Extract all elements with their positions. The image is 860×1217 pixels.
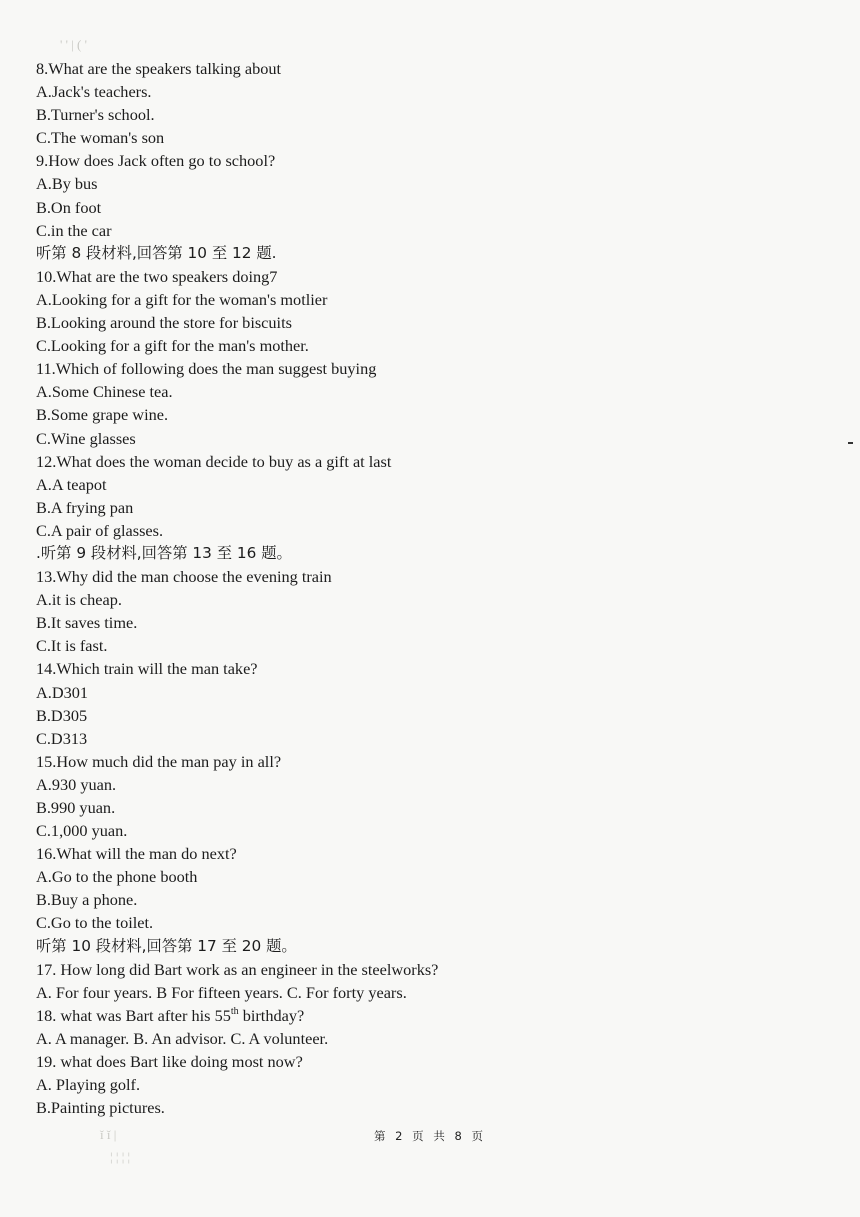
page-number-footer: 第 2 页 共 8 页 [374, 1129, 486, 1143]
option-9c: C.in the car [36, 220, 112, 240]
option-9b: B.On foot [36, 197, 102, 217]
options-18: A. A manager. B. An advisor. C. A volunteer. [36, 1028, 329, 1048]
option-14a: A.D301 [36, 682, 89, 702]
option-10b: B.Looking around the store for biscuits [36, 313, 292, 333]
question-10: 10.What are the two speakers doing7 [36, 266, 278, 286]
option-13a: A.it is cheap. [36, 590, 122, 610]
question-12: 12.What does the woman decide to buy as a gift at last [36, 451, 392, 471]
option-16a: A.Go to the phone booth [36, 867, 198, 887]
options-17: A. For four years. B For fifteen years. C. For forty years. [36, 982, 407, 1002]
scan-artifact: ¦ ¦ ¦ ¦ [110, 1149, 131, 1164]
option-19a: A. Playing golf. [36, 1075, 141, 1095]
scan-artifact: ' ' | ( ' [60, 37, 87, 52]
option-13b: B.It saves time. [36, 613, 138, 633]
question-18-tail: birthday? [238, 1005, 305, 1025]
question-13: 13.Why did the man choose the evening train [36, 567, 332, 587]
option-12b: B.A frying pan [36, 497, 134, 517]
question-15: 15.How much did the man pay in all? [36, 751, 282, 771]
option-8a: A.Jack's teachers. [36, 82, 152, 102]
ordinal-suffix: th [230, 1005, 239, 1017]
option-12a: A.A teapot [36, 474, 107, 494]
question-18-text: 18. what was Bart after his 55 [36, 1005, 231, 1025]
option-13c: C.It is fast. [36, 636, 108, 656]
question-list [36, 57, 796, 1119]
option-11a: A.Some Chinese tea. [36, 382, 173, 402]
option-16b: B.Buy a phone. [36, 890, 138, 910]
section-instruction-10: 听第 10 段材料,回答第 17 至 20 题。 [36, 936, 297, 955]
option-11c: C.Wine glasses [36, 428, 136, 448]
question-14: 14.Which train will the man take? [36, 659, 258, 679]
option-11b: B.Some grape wine. [36, 405, 169, 425]
scan-artifact: ǐ ǐ | [100, 1127, 117, 1142]
option-8c: C.The woman's son [36, 128, 165, 148]
option-16c: C.Go to the toilet. [36, 913, 154, 933]
option-10c: C.Looking for a gift for the man's mother. [36, 336, 309, 356]
question-19: 19. what does Bart like doing most now? [36, 1052, 303, 1072]
question-18 [36, 1004, 796, 1027]
question-17: 17. How long did Bart work as an engineer in the steelworks? [36, 959, 439, 979]
section-instruction-9: .听第 9 段材料,回答第 13 至 16 题。 [36, 543, 292, 562]
question-8: 8.What are the speakers talking about [36, 59, 282, 78]
option-19b: B.Painting pictures. [36, 1098, 165, 1118]
question-11: 11.Which of following does the man suggest buying [36, 359, 377, 379]
question-16: 16.What will the man do next? [36, 844, 237, 864]
question-9: 9.How does Jack often go to school? [36, 151, 276, 171]
option-9a: A.By bus [36, 174, 98, 194]
option-10a: A.Looking for a gift for the woman's motlier [36, 289, 328, 309]
option-14c: C.D313 [36, 728, 88, 748]
scan-mark [848, 442, 853, 444]
option-15c: C.1,000 yuan. [36, 821, 128, 841]
section-instruction-8: 听第 8 段材料,回答第 10 至 12 题. [36, 243, 277, 262]
option-14b: B.D305 [36, 705, 88, 725]
option-15b: B.990 yuan. [36, 798, 116, 817]
option-8b: B.Turner's school. [36, 105, 155, 125]
option-15a: A.930 yuan. [36, 774, 117, 794]
option-12c: C.A pair of glasses. [36, 520, 164, 540]
